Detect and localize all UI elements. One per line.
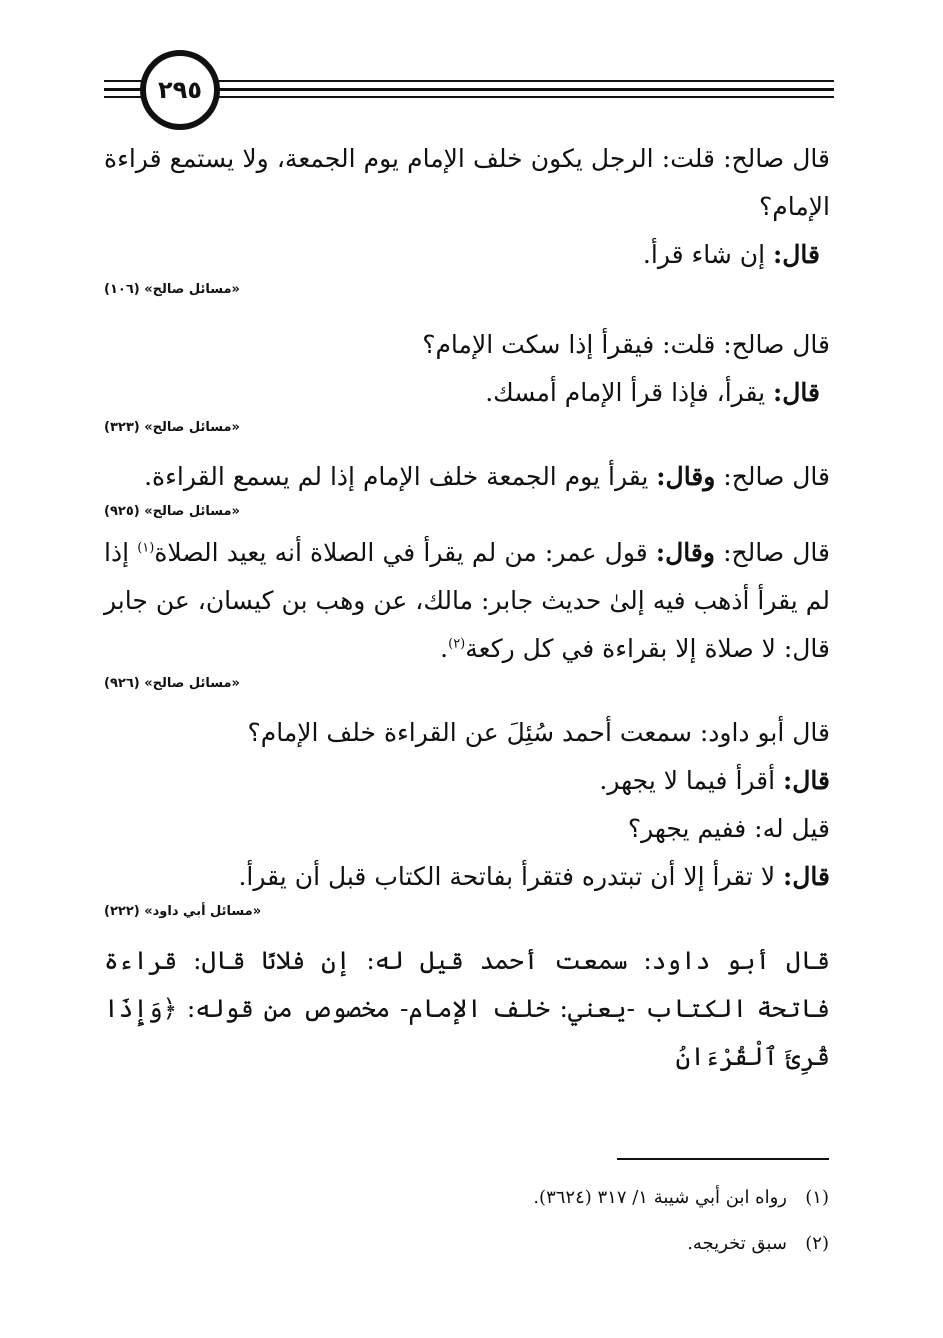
footnote-number: (٢) [805,1233,829,1254]
source-reference: «مسائل صالح» (١٠٦) [104,282,240,297]
answer-line [104,853,830,901]
statement-text-a: قول عمر: من لم يقرأ في الصلاة أنه يعيد الصلاة [154,538,656,567]
footnote-item [229,1221,829,1267]
question-line: قيل له: ففيم يجهر؟ [627,814,830,843]
footnote-number: (١) [805,1187,829,1208]
answer-text: إن شاء قرأ. [642,240,774,269]
answer-line [104,369,830,417]
footnote-text: رواه ابن أبي شيبة ١/ ٣١٧ (٣٦٢٤). [533,1187,787,1208]
statement-line [104,453,830,501]
source-reference: «مسائل صالح» (٩٢٦) [104,676,240,691]
footnote-item [229,1175,829,1221]
statement-prefix: قال صالح: [715,462,830,491]
page-number: ٢٩٥ [158,76,202,104]
statement-text: يقرأ يوم الجمعة خلف الإمام إذا لم يسمع القراءة. [144,462,657,491]
source-reference: «مسائل صالح» (٣٢٣) [104,420,240,435]
question-line: قال أبو داود: سمعت أحمد سُئِلَ عن القراءة خلف الإمام؟ [247,718,830,747]
statement-label: وقال: [656,462,716,491]
statement-text-c: . [440,634,449,663]
footnote-marker-2[interactable]: (٢) [448,636,466,652]
question-line: قال صالح: قلت: فيقرأ إذا سكت الإمام؟ [422,330,830,359]
answer-label: قال: [773,240,820,269]
statement-paragraph [104,529,830,673]
answer-line [104,757,830,805]
footnotes [229,1175,829,1267]
answer-text: أقرأ فيما لا يجهر. [599,766,784,795]
page-body [104,135,830,1081]
answer-label: قال: [773,378,820,407]
statement-text-b: إذا لم يقرأ أذهب فيه إلىٰ حديث جابر: مالك، عن وهب بن كيسان، عن جابر قال: لا صلاة إلا بقراءة في كل ركعة [104,538,830,663]
answer-line [104,231,830,279]
answer-label: قال: [783,766,830,795]
statement-paragraph: قال أبو داود: سمعت أحمد قيل له: إن فلانًا قال: قراءة فاتحة الكتاب -يعني: خلف الإمام- مخصوص من قوله: ﴿وَإِذَا قُرِئَ ٱلْقُرْءَانُ [104,946,830,1071]
page-header [104,50,834,130]
answer-text: يقرأ، فإذا قرأ الإمام أمسك. [485,378,774,407]
statement-label: وقال: [655,538,715,567]
question-paragraph: قال صالح: قلت: الرجل يكون خلف الإمام يوم الجمعة، ولا يستمع قراءة الإمام؟ [104,144,830,221]
answer-text: لا تقرأ إلا أن تبتدره فتقرأ بفاتحة الكتاب قبل أن يقرأ. [238,862,784,891]
source-reference: «مسائل أبي داود» (٢٢٢) [104,904,262,919]
source-reference: «مسائل صالح» (٩٢٥) [104,504,240,519]
statement-prefix: قال صالح: [714,538,830,567]
footnote-marker-1[interactable]: (١) [137,540,155,556]
answer-label: قال: [783,862,830,891]
page-number-badge [140,50,220,130]
footnote-separator [617,1158,829,1160]
footnote-text: سبق تخريجه. [687,1233,787,1254]
